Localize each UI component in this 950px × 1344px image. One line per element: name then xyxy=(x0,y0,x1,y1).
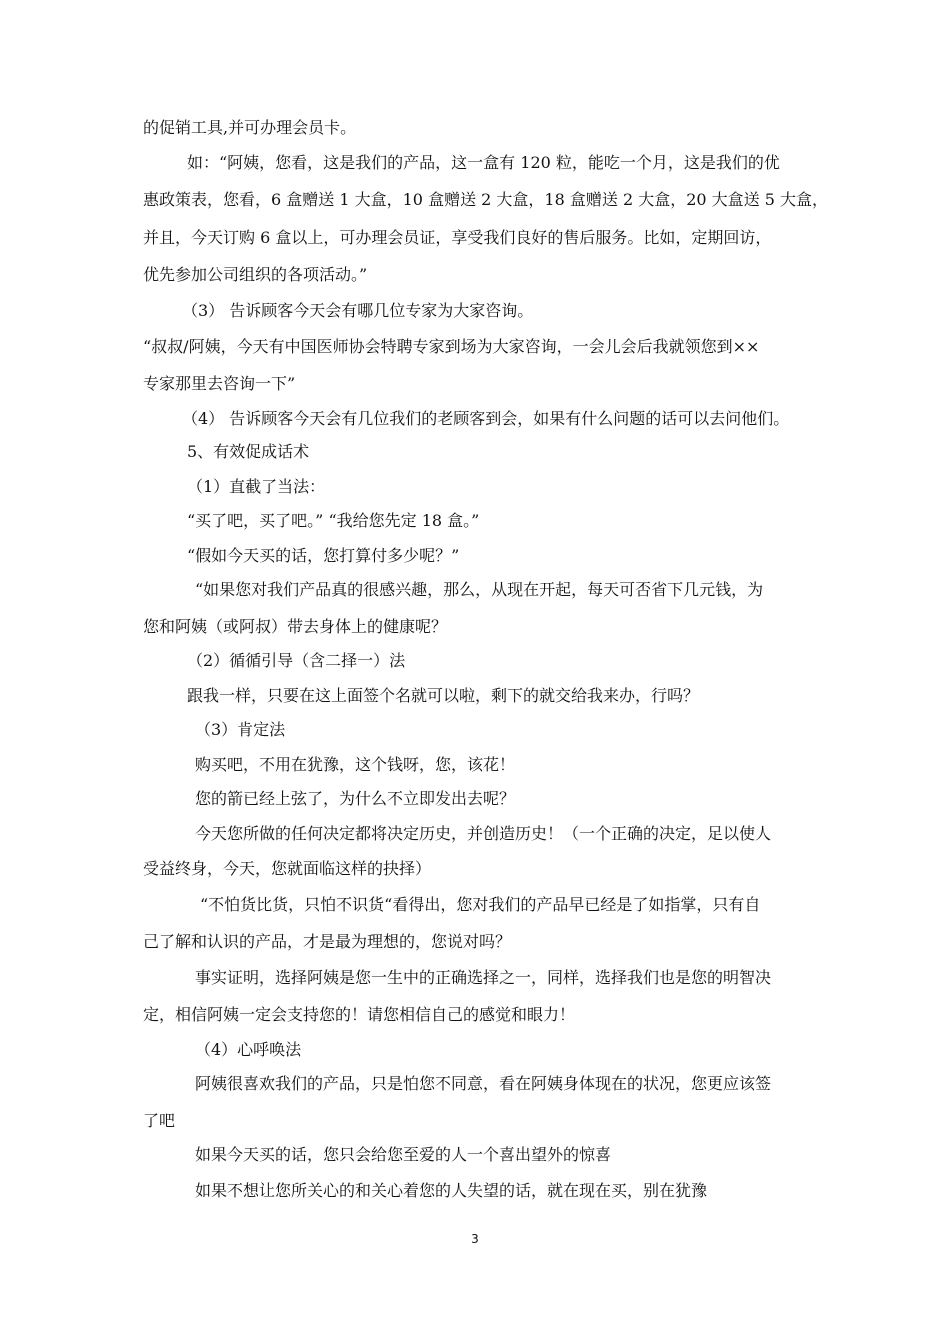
text-line: 受益终身，今天，您就面临这样的抉择） xyxy=(143,859,432,878)
text-line: 您的箭已经上弦了，为什么不立即发出去呢？ xyxy=(195,789,516,808)
text-line: “不怕货比货，只怕不识货“看得出，您对我们的产品早已经是了如指掌，只有自 xyxy=(200,895,761,914)
text-line: “叔叔/阿姨，今天有中国医师协会特聘专家到场为大家咨询，一会儿会后我就领您到×× xyxy=(143,337,760,356)
text-line: 优先参加公司组织的各项活动。” xyxy=(143,265,368,284)
text-line: 惠政策表，您看，6 盒赠送 1 大盒，10 盒赠送 2 大盒，18 盒赠送 2 大盒，20 大盒送 5 大盒， xyxy=(143,190,829,209)
text-line: 专家那里去咨询一下” xyxy=(143,374,296,393)
subsection-heading: （4）心呼唤法 xyxy=(195,1040,302,1059)
text-line: 己了解和认识的产品，才是最为理想的，您说对吗？ xyxy=(143,932,512,951)
text-line: 并且，今天订购 6 盒以上，可办理会员证，享受我们良好的售后服务。比如，定期回访， xyxy=(143,228,772,247)
text-line: 定，相信阿姨一定会支持您的！请您相信自己的感觉和眼力！ xyxy=(143,1005,576,1024)
page-number: 3 xyxy=(471,1232,479,1246)
text-line: “如果您对我们产品真的很感兴趣，那么，从现在开起，每天可否省下几元钱，为 xyxy=(195,580,764,599)
list-item: （4） 告诉顾客今天会有几位我们的老顾客到会，如果有什么问题的话可以去问他们。 xyxy=(182,409,790,428)
subsection-heading: （1）直截了当法： xyxy=(187,477,326,496)
text-line: 如：“阿姨，您看，这是我们的产品，这一盒有 120 粒，能吃一个月，这是我们的优 xyxy=(187,153,780,172)
subsection-heading: （3）肯定法 xyxy=(195,720,286,739)
text-line: 跟我一样，只要在这上面签个名就可以啦，剩下的就交给我来办，行吗？ xyxy=(187,686,700,705)
text-line: 如果今天买的话，您只会给您至爱的人一个喜出望外的惊喜 xyxy=(195,1145,612,1164)
text-line: 的促销工具,并可办理会员卡。 xyxy=(143,118,357,137)
text-line: 事实证明，选择阿姨是您一生中的正确选择之一，同样，选择我们也是您的明智决 xyxy=(195,968,772,987)
text-line: 您和阿姨（或阿叔）带去身体上的健康呢？ xyxy=(143,617,448,636)
text-line: “买了吧，买了吧。” “我给您先定 18 盒。” xyxy=(187,511,480,530)
section-heading: 5、有效促成话术 xyxy=(187,442,310,461)
list-item: （3） 告诉顾客今天会有哪几位专家为大家咨询。 xyxy=(182,301,534,320)
subsection-heading: （2）循循引导（含二择一）法 xyxy=(187,651,406,670)
text-line: 阿姨很喜欢我们的产品，只是怕您不同意，看在阿姨身体现在的状况，您更应该签 xyxy=(195,1074,772,1093)
text-line: “假如今天买的话，您打算付多少呢？” xyxy=(187,546,460,565)
text-line: 了吧 xyxy=(143,1111,176,1130)
text-line: 今天您所做的任何决定都将决定历史，并创造历史！（一个正确的决定，足以使人 xyxy=(195,824,772,843)
text-line: 如果不想让您所关心的和关心着您的人失望的话，就在现在买，别在犹豫 xyxy=(195,1181,708,1200)
text-line: 购买吧，不用在犹豫，这个钱呀，您，该花！ xyxy=(195,755,516,774)
